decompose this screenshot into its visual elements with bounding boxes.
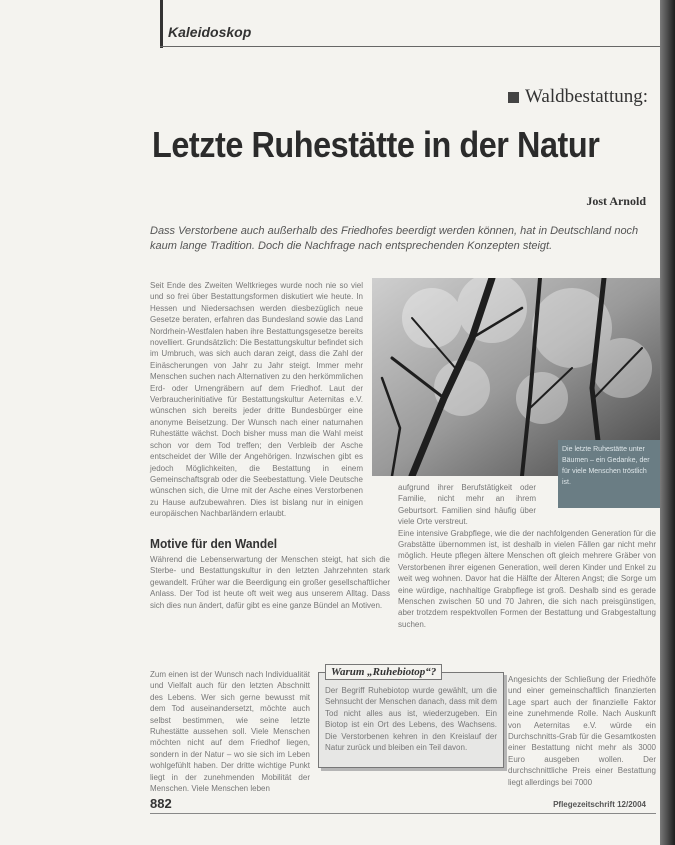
subheading: Motive für den Wandel (150, 536, 278, 551)
info-box (318, 666, 504, 768)
footer-rule (150, 813, 656, 814)
page-number: 882 (150, 796, 172, 811)
info-box-title: Warum „Ruhebiotop“? (325, 664, 442, 680)
header-horizontal-rule (160, 46, 660, 47)
square-bullet-icon (508, 92, 519, 103)
body-column-4 (150, 554, 390, 611)
body-text: Während die Lebenserwartung der Menschen steigt, hat sich die Sterbe- und Bestattungskultur in den letzten Jahrzehnten stark gewandelt. Früher war die Beerdigung ein großer gesellschaftlicher Anlass. Der Tod ist heute oft weit weg aus unserem Alltag. Dass sich dies nun ändert, dafür gibt es eine ganze Bündel an Motiven. (150, 555, 390, 610)
body-text: Angesichts der Schließung der Friedhöfe und einer gemeinschaftlich finanzierten Lage spart auch der finanzielle Faktor eine zunehmende Rolle. Nach Auskunft von Aeternitas e.V. würde ein Durchschnitts-Grab für die Gesamtkosten einer Bestattung nicht mehr als 3000 Euro ausgeben wollen. Der durchschnittliche Preis einer Bestattung liegt allerdings bei 7000 (508, 675, 656, 787)
photo-caption: Die letzte Ruhestätte unter Bäumen – ein Gedanke, der für viele Menschen tröstlich ist. (558, 440, 660, 508)
body-column-5 (150, 669, 310, 794)
article-author: Jost Arnold (586, 194, 646, 208)
info-box-text: Der Begriff Ruhebiotop wurde gewählt, um die Sehnsucht der Menschen danach, dass mit dem Tod nicht alles aus ist, wiederzugeben. Ein Biotop ist ein Ort des Lebens, des Wachsens. Die Verstorbenen kehren in den Kreislauf der Natur zurück und bleiben ein Teil davon. (325, 686, 497, 753)
section-kicker: Kaleidoskop (168, 24, 252, 40)
journal-name: Pflegezeitschrift 12/2004 (553, 800, 646, 809)
article-intro: Dass Verstorbene auch außerhalb des Friedhofes beerdigt werden können, hat in Deutschland noch kaum lange Tradition. Doch die Nachfrage nach entsprechenden Konzepten steigt. (150, 225, 639, 252)
body-text: Seit Ende des Zweiten Weltkrieges wurde noch nie so viel und so frei über Bestattungsformen diskutiert wie heute. In Hessen und Niedersachsen werden diesbezüglich neue Gesetze beraten, erfahren das Bundesland sowie das Land Nordrhein-Westfalen haben ihre Bestattungsgesetze bereits novelliert. Grundsätzlich: Die Bestattungskultur befindet sich im Umbruch, was sich auch daran zeigt, dass die Zahl der Einäscherungen von Jahr zu Jahr steigt. Immer mehr Menschen suchen nach Alternativen zu den herkömmlichen Erd- oder Urnengräbern auf dem Friedhof. Laut der Verbraucherinitiative für Bestattungskultur Aeternitas e.V. wünschen sich bereits jeder dritte Bundesbürger eine anonyme Beisetzung. Der Wunsch nach einer naturnahen Ruhestätte wächst. Doch bisher muss man die Wahl meist schon vor dem Tod treffen; den Verbleib der Asche entscheidet der Wille der Angehörigen. Inzwischen gibt es jedoch Möglichkeiten, die Bestattung in einem Gemeinschaftsgrab oder die Seebestattung. Viele Deutsche wünschen sich, die Urne mit der Asche eines Verstorbenen zu Hause aufzubewahren. Dies ist bislang nur in einigen europäischen Nachbarländern erlaubt. (150, 281, 363, 519)
header-vertical-rule (160, 0, 163, 48)
body-column-1 (150, 280, 363, 520)
section-label-text: Waldbestattung: (525, 86, 648, 107)
page-edge-shadow (660, 0, 675, 845)
section-label (508, 86, 648, 108)
body-column-2 (398, 482, 656, 630)
body-text: Eine intensive Grabpflege, wie die der nachfolgenden Generation für die Grabstätte übernommen ist, ist deshalb in vielen Fällen gar nicht mehr möglich. Heute pflegen ältere Menschen oft gleich mehrere Gräber von Verstorbenen ihrer eigenen Generation, weil deren Kinder und Enkel zu weit weg wohnen. Davor hat die Hälfte der Älteren Angst; die Sorge um eine würdige, nachhaltige Grabpflege ist groß. Deshalb sind es gerade Menschen zwischen 50 und 70 Jahren, die sich nach preisgünstigen, aber trotzdem respektvollen Formen der Bestattung und Grabgestaltung suchen. (398, 528, 656, 629)
body-text: aufgrund ihrer Berufstätigkeit oder Familie, nicht mehr an ihrem Geburtsort. Familien sind häufig über viele Orte verstreut. (398, 483, 536, 527)
body-text: Zum einen ist der Wunsch nach Individualität und Vielfalt auch für den letzten Abschnitt des Lebens. Wer sich gerne bewusst mit dem Tod auseinandersetzt, möchte auch selbst bestimmen, wie seine letzte Ruhestätte aussehen soll. Viele Menschen möchten nicht auf dem Friedhof liegen, sondern in der Natur – wo sie sich im Leben wohlgefühlt haben. Der dritte wichtige Punkt liegt in der zunehmenden Mobilität der Menschen. Viele Menschen leben (150, 670, 310, 794)
body-column-3 (508, 674, 656, 788)
article-title: Letzte Ruhestätte in der Natur (152, 124, 600, 165)
